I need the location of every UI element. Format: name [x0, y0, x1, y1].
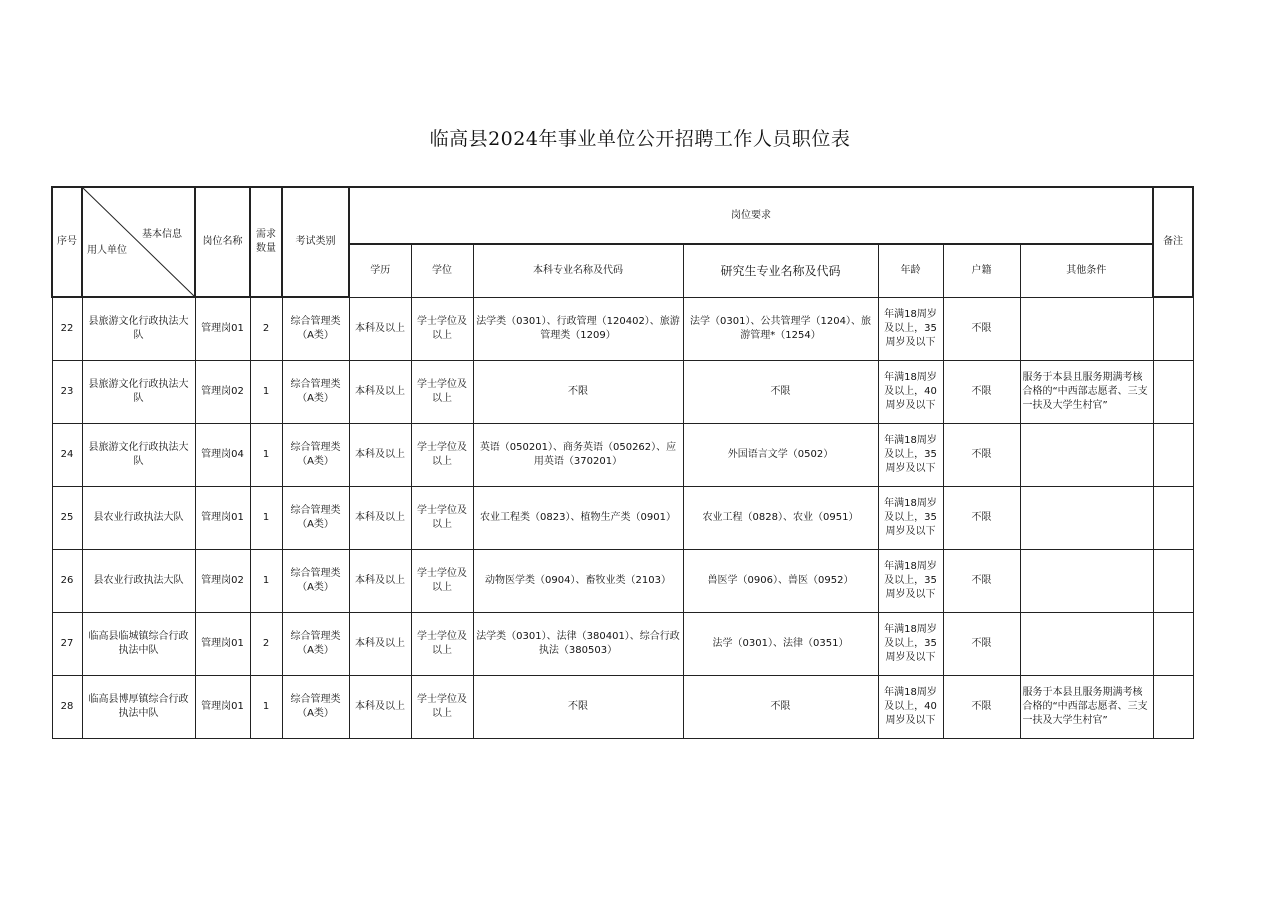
cell-count: 1: [250, 486, 282, 549]
cell-exam: 综合管理类（A类）: [282, 549, 349, 612]
cell-other: [1020, 423, 1153, 486]
header-row-top: [52, 187, 1193, 244]
cell-undergrad: 法学类（0301）、行政管理（120402）、旅游管理类（1209）: [473, 297, 683, 360]
cell-post: 管理岗02: [195, 549, 250, 612]
cell-post: 管理岗02: [195, 360, 250, 423]
cell-degree: 学士学位及以上: [411, 675, 473, 738]
cell-degree: 学士学位及以上: [411, 549, 473, 612]
cell-education: 本科及以上: [349, 423, 411, 486]
cell-unit: 县旅游文化行政执法大队: [82, 297, 195, 360]
cell-household: 不限: [943, 675, 1020, 738]
cell-grad: 不限: [683, 675, 878, 738]
cell-undergrad: 动物医学类（0904）、畜牧业类（2103）: [473, 549, 683, 612]
page-title: 临高县2024年事业单位公开招聘工作人员职位表: [429, 128, 851, 150]
cell-age: 年满18周岁及以上，35周岁及以下: [878, 549, 943, 612]
cell-grad: 法学（0301）、公共管理学（1204）、旅游管理*（1254）: [683, 297, 878, 360]
cell-age: 年满18周岁及以上，40周岁及以下: [878, 360, 943, 423]
cell-grad: 不限: [683, 360, 878, 423]
cell-other: [1020, 297, 1153, 360]
cell-count: 1: [250, 423, 282, 486]
cell-household: 不限: [943, 297, 1020, 360]
cell-post: 管理岗01: [195, 486, 250, 549]
cell-exam: 综合管理类（A类）: [282, 675, 349, 738]
cell-seq: 27: [52, 612, 82, 675]
header-age: 年龄: [878, 244, 943, 297]
cell-seq: 25: [52, 486, 82, 549]
cell-count: 1: [250, 549, 282, 612]
cell-undergrad: 农业工程类（0823）、植物生产类（0901）: [473, 486, 683, 549]
header-employer: 用人单位: [87, 245, 127, 256]
header-post-name: 岗位名称: [195, 187, 250, 297]
cell-unit: 临高县博厚镇综合行政执法中队: [82, 675, 195, 738]
cell-exam: 综合管理类（A类）: [282, 612, 349, 675]
cell-degree: 学士学位及以上: [411, 423, 473, 486]
job-table: [51, 186, 1194, 739]
cell-count: 1: [250, 360, 282, 423]
cell-post: 管理岗04: [195, 423, 250, 486]
cell-undergrad: 不限: [473, 675, 683, 738]
cell-exam: 综合管理类（A类）: [282, 360, 349, 423]
cell-education: 本科及以上: [349, 612, 411, 675]
cell-age: 年满18周岁及以上，35周岁及以下: [878, 423, 943, 486]
cell-degree: 学士学位及以上: [411, 612, 473, 675]
cell-seq: 26: [52, 549, 82, 612]
header-diagonal-cell: [82, 187, 195, 297]
cell-age: 年满18周岁及以上，40周岁及以下: [878, 675, 943, 738]
cell-unit: 县旅游文化行政执法大队: [82, 423, 195, 486]
cell-remark: [1153, 675, 1193, 738]
cell-remark: [1153, 297, 1193, 360]
table-row: [52, 297, 1193, 360]
cell-degree: 学士学位及以上: [411, 360, 473, 423]
header-seq: 序号: [52, 187, 82, 297]
header-household: 户籍: [943, 244, 1020, 297]
cell-post: 管理岗01: [195, 675, 250, 738]
table-row: [52, 423, 1193, 486]
cell-degree: 学士学位及以上: [411, 486, 473, 549]
cell-other: [1020, 612, 1153, 675]
cell-exam: 综合管理类（A类）: [282, 486, 349, 549]
cell-exam: 综合管理类（A类）: [282, 423, 349, 486]
cell-post: 管理岗01: [195, 612, 250, 675]
cell-grad: 农业工程（0828）、农业（0951）: [683, 486, 878, 549]
table-row: [52, 675, 1193, 738]
header-basic-info: 基本信息: [142, 229, 182, 240]
cell-other: 服务于本县且服务期满考核合格的“中西部志愿者、三支一扶及大学生村官”: [1020, 360, 1153, 423]
cell-household: 不限: [943, 549, 1020, 612]
cell-other: 服务于本县且服务期满考核合格的“中西部志愿者、三支一扶及大学生村官”: [1020, 675, 1153, 738]
cell-grad: 法学（0301）、法律（0351）: [683, 612, 878, 675]
cell-seq: 28: [52, 675, 82, 738]
header-requirements: 岗位要求: [349, 187, 1153, 244]
cell-other: [1020, 549, 1153, 612]
header-degree: 学位: [411, 244, 473, 297]
cell-education: 本科及以上: [349, 549, 411, 612]
cell-household: 不限: [943, 612, 1020, 675]
cell-age: 年满18周岁及以上，35周岁及以下: [878, 486, 943, 549]
cell-household: 不限: [943, 360, 1020, 423]
cell-education: 本科及以上: [349, 486, 411, 549]
cell-education: 本科及以上: [349, 297, 411, 360]
cell-seq: 23: [52, 360, 82, 423]
header-exam-type: 考试类别: [282, 187, 349, 297]
cell-count: 2: [250, 612, 282, 675]
cell-household: 不限: [943, 423, 1020, 486]
cell-unit: 县旅游文化行政执法大队: [82, 360, 195, 423]
cell-age: 年满18周岁及以上，35周岁及以下: [878, 297, 943, 360]
cell-undergrad: 法学类（0301）、法律（380401）、综合行政执法（380503）: [473, 612, 683, 675]
table-row: [52, 612, 1193, 675]
cell-grad: 兽医学（0906）、兽医（0952）: [683, 549, 878, 612]
cell-seq: 22: [52, 297, 82, 360]
table-row: [52, 360, 1193, 423]
cell-remark: [1153, 549, 1193, 612]
cell-education: 本科及以上: [349, 360, 411, 423]
cell-seq: 24: [52, 423, 82, 486]
cell-age: 年满18周岁及以上，35周岁及以下: [878, 612, 943, 675]
cell-education: 本科及以上: [349, 675, 411, 738]
cell-undergrad: 不限: [473, 360, 683, 423]
cell-unit: 县农业行政执法大队: [82, 486, 195, 549]
cell-remark: [1153, 423, 1193, 486]
cell-unit: 县农业行政执法大队: [82, 549, 195, 612]
cell-count: 2: [250, 297, 282, 360]
cell-count: 1: [250, 675, 282, 738]
cell-household: 不限: [943, 486, 1020, 549]
table-row: [52, 486, 1193, 549]
cell-degree: 学士学位及以上: [411, 297, 473, 360]
cell-remark: [1153, 612, 1193, 675]
header-grad-major: 研究生专业名称及代码: [683, 244, 878, 297]
header-remark: 备注: [1153, 187, 1193, 297]
diagonal-line: [83, 188, 194, 296]
cell-remark: [1153, 486, 1193, 549]
cell-post: 管理岗01: [195, 297, 250, 360]
cell-grad: 外国语言文学（0502）: [683, 423, 878, 486]
cell-exam: 综合管理类（A类）: [282, 297, 349, 360]
header-undergrad-major: 本科专业名称及代码: [473, 244, 683, 297]
cell-unit: 临高县临城镇综合行政执法中队: [82, 612, 195, 675]
cell-undergrad: 英语（050201）、商务英语（050262）、应用英语（370201）: [473, 423, 683, 486]
header-demand-count: 需求数量: [250, 187, 282, 297]
table-row: [52, 549, 1193, 612]
cell-remark: [1153, 360, 1193, 423]
cell-other: [1020, 486, 1153, 549]
header-other: 其他条件: [1020, 244, 1153, 297]
header-education: 学历: [349, 244, 411, 297]
